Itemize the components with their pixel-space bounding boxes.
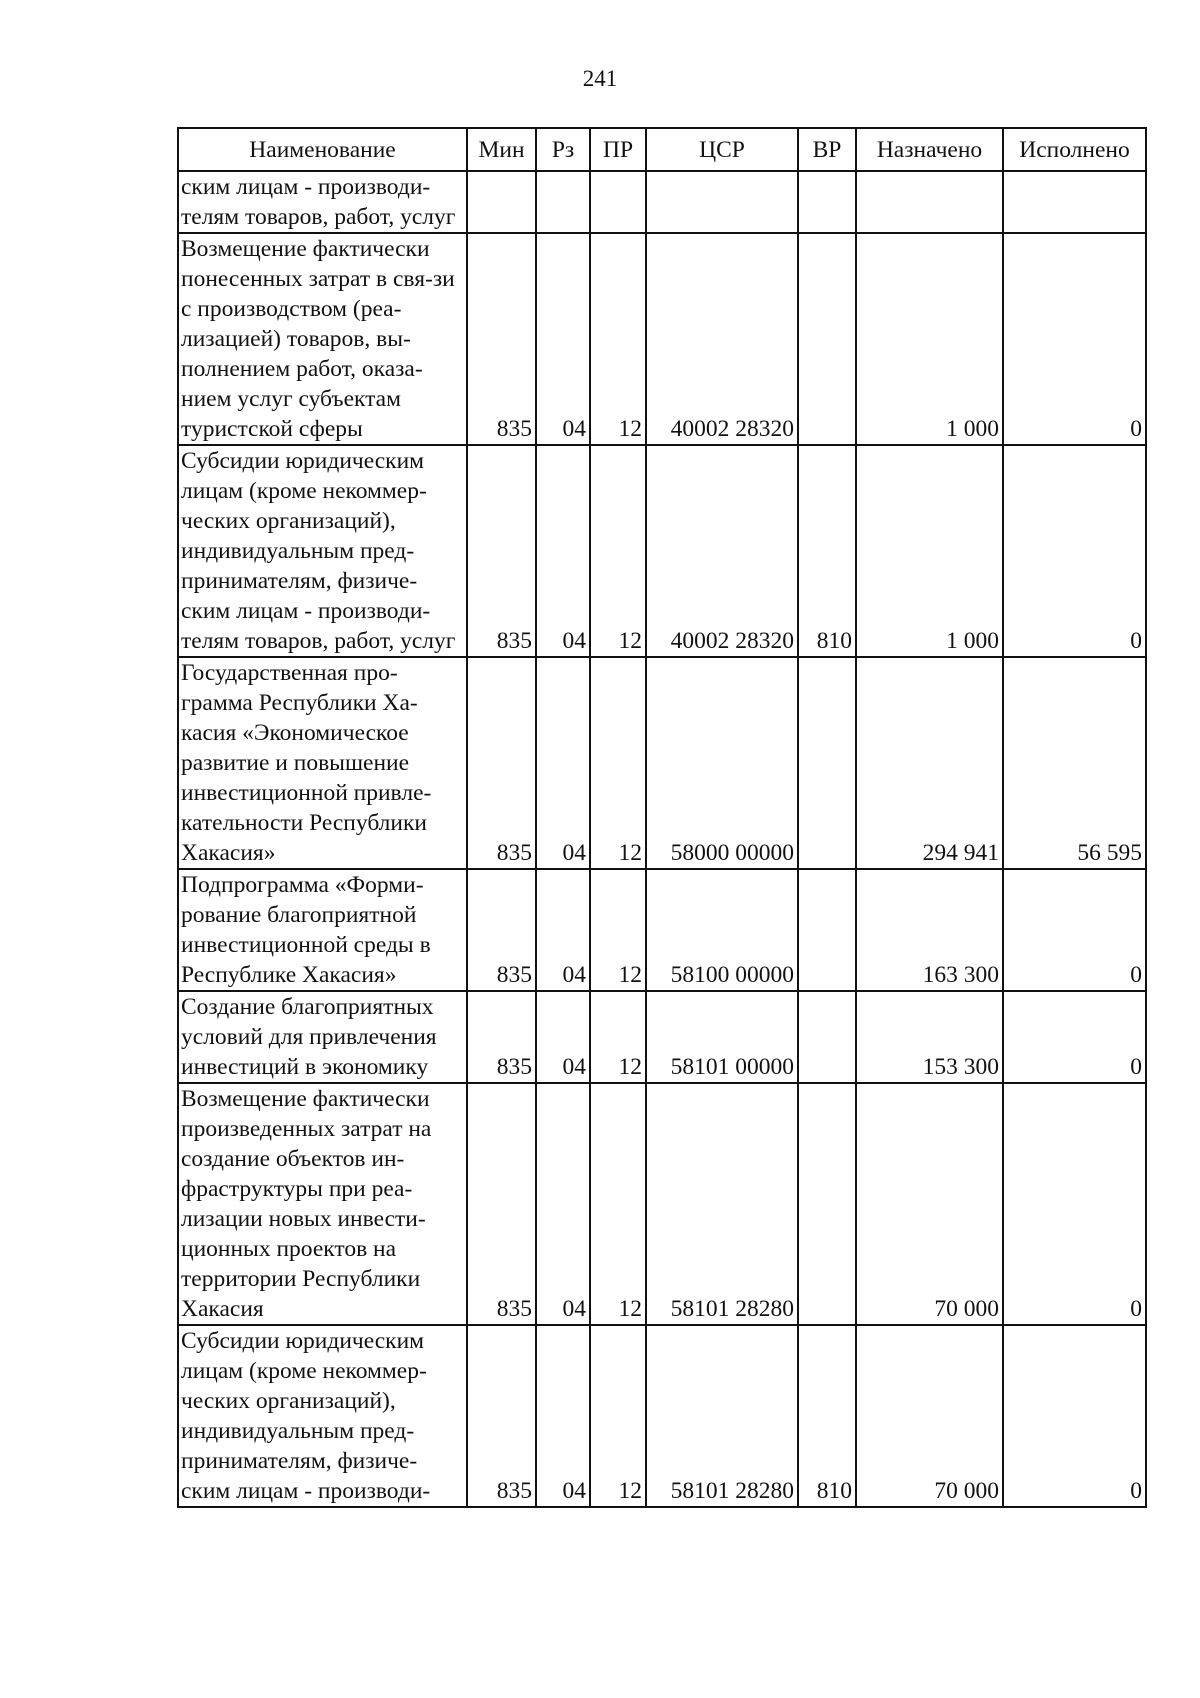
cell-name: Субсидии юридическим лицам (кроме некоммер-ческих организаций), индивидуальным пред-принимателям, физиче-ским лицам - производи-телям товаров, работ, услуг (178, 445, 467, 657)
cell-name: Возмещение фактически понесенных затрат в свя-зи с производством (реа-лизацией) товаров, вы-полнением работ, оказа-нием услуг субъектам туристской сферы (178, 233, 467, 445)
cell-ispolneno: 0 (1003, 233, 1146, 445)
cell-rz (536, 171, 590, 233)
header-name: Наименование (178, 128, 467, 171)
cell-rz: 04 (536, 1083, 590, 1325)
cell-ispolneno: 0 (1003, 991, 1146, 1083)
cell-csr: 58000 00000 (646, 657, 798, 869)
table-row (178, 991, 1146, 1083)
cell-csr: 58100 00000 (646, 869, 798, 991)
table-row (178, 171, 1146, 233)
cell-vr (798, 1083, 856, 1325)
cell-name: Подпрограмма «Форми-рование благоприятной инвестиционной среды в Республике Хакасия» (178, 869, 467, 991)
cell-csr: 58101 28280 (646, 1083, 798, 1325)
cell-vr (798, 657, 856, 869)
cell-name: ским лицам - производи-телям товаров, работ, услуг (178, 171, 467, 233)
cell-min (467, 171, 536, 233)
budget-table (177, 127, 1147, 1508)
cell-csr: 58101 00000 (646, 991, 798, 1083)
cell-pr: 12 (590, 991, 646, 1083)
cell-pr: 12 (590, 1325, 646, 1507)
cell-ispolneno: 0 (1003, 1083, 1146, 1325)
cell-min: 835 (467, 233, 536, 445)
header-min: Мин (467, 128, 536, 171)
cell-rz: 04 (536, 657, 590, 869)
cell-name: Субсидии юридическим лицам (кроме некоммер-ческих организаций), индивидуальным пред-принимателям, физиче-ским лицам - производи- (178, 1325, 467, 1507)
cell-csr: 40002 28320 (646, 445, 798, 657)
cell-rz: 04 (536, 1325, 590, 1507)
cell-rz: 04 (536, 991, 590, 1083)
cell-vr (798, 171, 856, 233)
cell-rz: 04 (536, 869, 590, 991)
cell-vr: 810 (798, 445, 856, 657)
cell-ispolneno (1003, 171, 1146, 233)
cell-min: 835 (467, 657, 536, 869)
cell-naznacheno: 294 941 (856, 657, 1003, 869)
cell-csr: 40002 28320 (646, 233, 798, 445)
cell-pr: 12 (590, 445, 646, 657)
cell-naznacheno: 1 000 (856, 233, 1003, 445)
table-row (178, 869, 1146, 991)
cell-pr: 12 (590, 657, 646, 869)
cell-min: 835 (467, 1325, 536, 1507)
cell-csr (646, 171, 798, 233)
cell-name: Государственная про-грамма Республики Ха-касия «Экономическое развитие и повышение инвестиционной привле-кательности Республики Хакасия» (178, 657, 467, 869)
cell-rz: 04 (536, 445, 590, 657)
cell-pr (590, 171, 646, 233)
table-row (178, 445, 1146, 657)
cell-vr (798, 869, 856, 991)
table-row (178, 1325, 1146, 1507)
cell-ispolneno: 0 (1003, 445, 1146, 657)
header-rz: Рз (536, 128, 590, 171)
cell-min: 835 (467, 1083, 536, 1325)
cell-min: 835 (467, 869, 536, 991)
cell-min: 835 (467, 991, 536, 1083)
cell-rz: 04 (536, 233, 590, 445)
cell-ispolneno: 56 595 (1003, 657, 1146, 869)
cell-ispolneno: 0 (1003, 1325, 1146, 1507)
cell-min: 835 (467, 445, 536, 657)
cell-vr (798, 233, 856, 445)
page-number: 241 (582, 66, 618, 91)
cell-name: Создание благоприятных условий для привлечения инвестиций в экономику (178, 991, 467, 1083)
cell-pr: 12 (590, 869, 646, 991)
cell-vr: 810 (798, 1325, 856, 1507)
table-row (178, 657, 1146, 869)
cell-naznacheno: 70 000 (856, 1083, 1003, 1325)
header-pr: ПР (590, 128, 646, 171)
cell-naznacheno: 70 000 (856, 1325, 1003, 1507)
header-vr: ВР (798, 128, 856, 171)
cell-csr: 58101 28280 (646, 1325, 798, 1507)
cell-name: Возмещение фактически произведенных затрат на создание объектов ин-фраструктуры при реа-лизации новых инвести-ционных проектов на территории Республики Хакасия (178, 1083, 467, 1325)
cell-naznacheno (856, 171, 1003, 233)
table-row (178, 1083, 1146, 1325)
cell-naznacheno: 1 000 (856, 445, 1003, 657)
cell-naznacheno: 153 300 (856, 991, 1003, 1083)
cell-pr: 12 (590, 1083, 646, 1325)
table-header-row (178, 128, 1146, 171)
cell-ispolneno: 0 (1003, 869, 1146, 991)
cell-pr: 12 (590, 233, 646, 445)
header-csr: ЦСР (646, 128, 798, 171)
header-ispolneno: Исполнено (1003, 128, 1146, 171)
header-naznacheno: Назначено (856, 128, 1003, 171)
cell-naznacheno: 163 300 (856, 869, 1003, 991)
cell-vr (798, 991, 856, 1083)
table-row (178, 233, 1146, 445)
